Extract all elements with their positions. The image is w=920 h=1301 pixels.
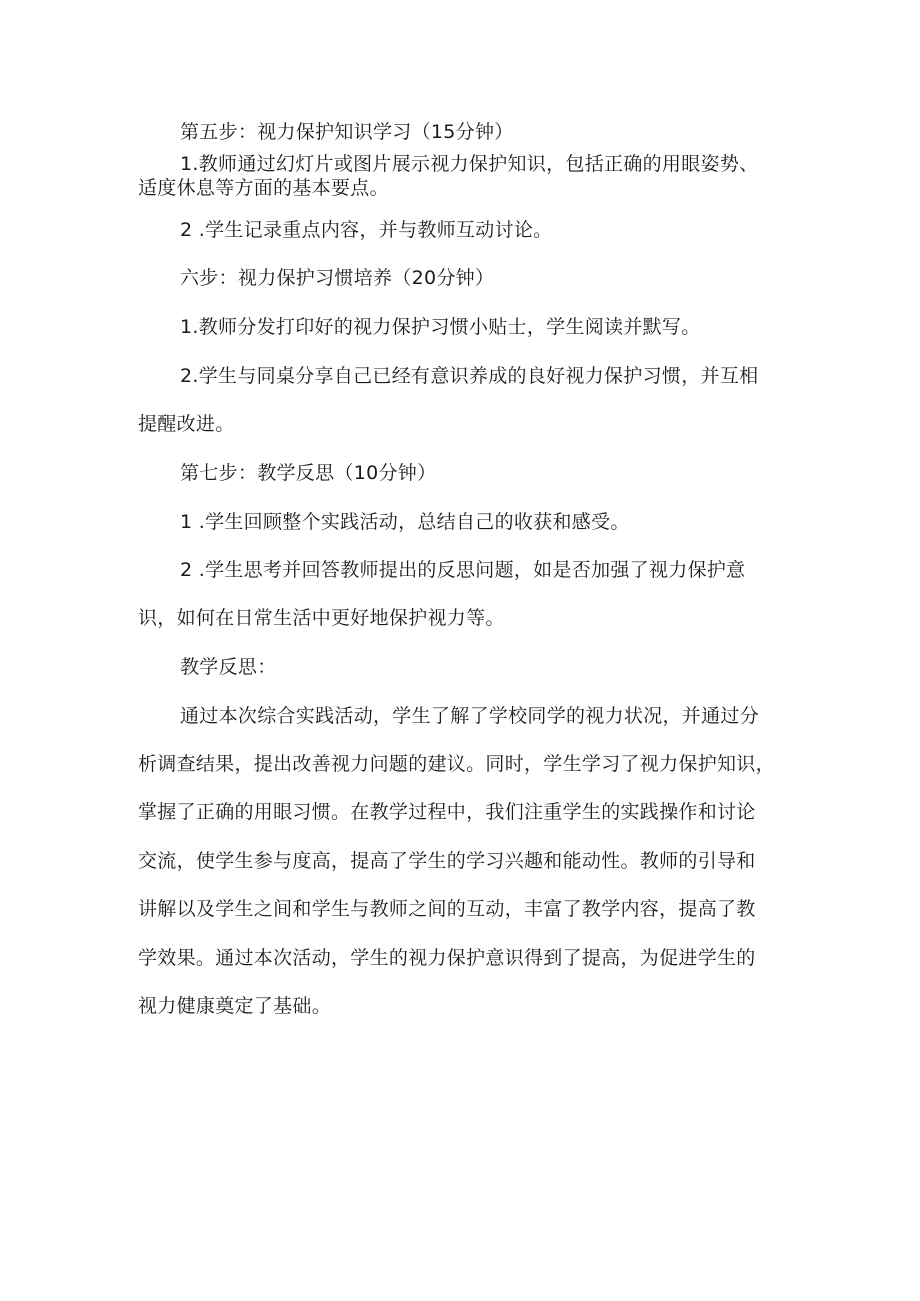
step5-item2: 2 .学生记录重点内容，并与教师互动讨论。: [180, 219, 553, 241]
step6-item2-line2: 提醒改进。: [138, 413, 235, 435]
step7-heading: 第七步：教学反思（10分钟）: [180, 462, 437, 484]
reflection-line: 交流，使学生参与度高，提高了学生的学习兴趣和能动性。教师的引导和: [138, 850, 756, 872]
step7-item2-line2: 识，如何在日常生活中更好地保护视力等。: [138, 607, 505, 629]
step5-heading: 第五步：视力保护知识学习（15分钟）: [180, 121, 514, 143]
reflection-line: 讲解以及学生之间和学生与教师之间的互动，丰富了教学内容，提高了教: [138, 898, 756, 920]
reflection-line: 析调查结果，提出改善视力问题的建议。同时，学生学习了视力保护知识，: [138, 753, 775, 775]
reflection-line: 掌握了正确的用眼习惯。在教学过程中，我们注重学生的实践操作和讨论: [138, 801, 756, 823]
step6-heading: 六步：视力保护习惯培养（20分钟）: [180, 267, 495, 289]
step7-item2-line1: 2 .学生思考并回答教师提出的反思问题，如是否加强了视力保护意: [180, 559, 746, 581]
step6-item1: 1.教师分发打印好的视力保护习惯小贴士，学生阅读并默写。: [180, 316, 701, 338]
reflection-heading: 教学反思：: [180, 656, 277, 678]
reflection-line: 学效果。通过本次活动，学生的视力保护意识得到了提高，为促进学生的: [138, 947, 756, 969]
step6-item2-line1: 2.学生与同桌分享自己已经有意识养成的良好视力保护习惯，并互相: [180, 365, 759, 387]
step7-item1: 1 .学生回顾整个实践活动，总结自己的收获和感受。: [180, 511, 630, 533]
step5-item1-line1: 1.教师通过幻灯片或图片展示视力保护知识，包括正确的用眼姿势、: [180, 153, 759, 175]
reflection-line: 视力健康奠定了基础。: [138, 995, 332, 1017]
step5-item1-line2: 适度休息等方面的基本要点。: [138, 177, 389, 199]
reflection-line: 通过本次综合实践活动，学生了解了学校同学的视力状况，并通过分: [180, 705, 760, 727]
